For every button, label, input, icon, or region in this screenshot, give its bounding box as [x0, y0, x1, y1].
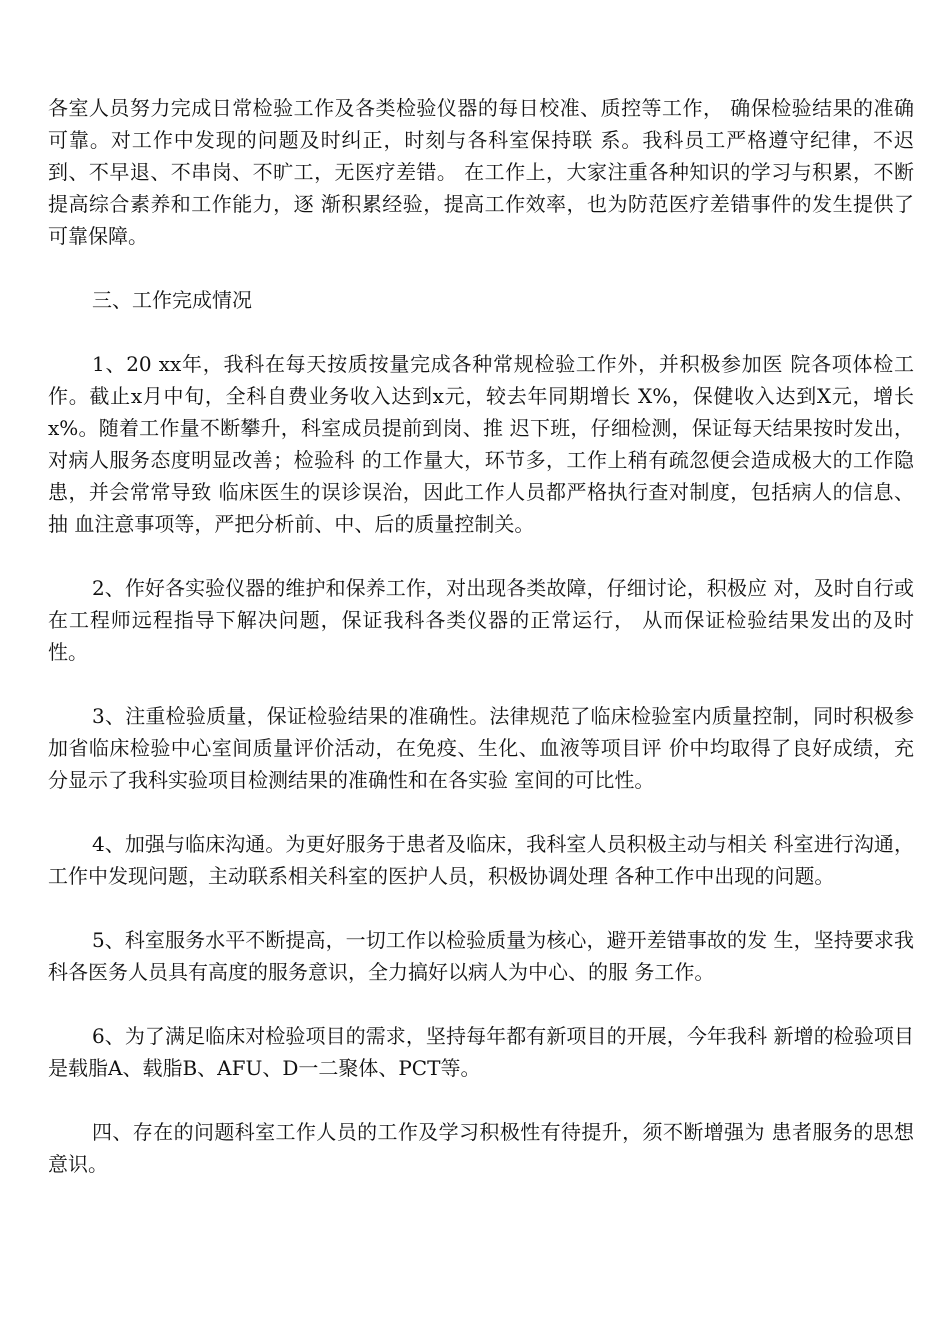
paragraph-item-2: 2、作好各实验仪器的维护和保养工作，对出现各类故障，仔细讨论，积极应 对，及时自行或在工程师远程指导下解决问题，保证我科各类仪器的正常运行， 从而保证检验结果发出的及时性。 [48, 576, 914, 664]
paragraph-item-5: 5、科室服务水平不断提高，一切工作以检验质量为核心，避开差错事故的发 生，坚持要求我科各医务人员具有高度的服务意识，全力搞好以病人为中心、的服 务工作。 [48, 928, 914, 984]
paragraph-daily-work: 各室人员努力完成日常检验工作及各类检验仪器的每日校准、质控等工作， 确保检验结果的准确可靠。对工作中发现的问题及时纠正，时刻与各科室保持联 系。我科员工严格遵守纪律，不迟到、不早退、不串岗、不旷工，无医疗差错。 在工作上，大家注重各种知识的学习与积累，不断提高综合素养和工作能力，逐 渐积累经验，提高工作效率，也为防范医疗差错事件的发生提供了可靠保障。 [48, 96, 914, 248]
paragraph-item-3: 3、注重检验质量，保证检验结果的准确性。法律规范了临床检验室内质量控制，同时积极参加省临床检验中心室间质量评价活动，在免疫、生化、血液等项目评 价中均取得了良好成绩，充分显示了我科实验项目检测结果的准确性和在各实验 室间的可比性。 [48, 704, 914, 792]
document-body [48, 92, 914, 1212]
paragraph-item-6: 6、为了满足临床对检验项目的需求，坚持每年都有新项目的开展，今年我科 新增的检验项目是载脂A、载脂B、AFU、D一二聚体、PCT等。 [48, 1024, 914, 1080]
paragraph-item-1: 1、20 xx年，我科在每天按质按量完成各种常规检验工作外，并积极参加医 院各项体检工作。截止x月中旬，全科自费业务收入达到x元，较去年同期增长 X%，保健收入达到X元，增长x%。随着工作量不断攀升，科室成员提前到岗、推 迟下班，仔细检测，保证每天结果按时发出，对病人服务态度明显改善；检验科 的工作量大，环节多，工作上稍有疏忽便会造成极大的工作隐患，并会常常导致 临床医生的误诊误治，因此工作人员都严格执行查对制度，包括病人的信息、抽 血注意事项等，严把分析前、中、后的质量控制关。 [48, 352, 914, 536]
section-heading-work-completion: 三、工作完成情况 [92, 288, 252, 312]
section-problems: 四、存在的问题科室工作人员的工作及学习积极性有待提升，须不断增强为 患者服务的思想意识。 [48, 1120, 914, 1176]
paragraph-item-4: 4、加强与临床沟通。为更好服务于患者及临床，我科室人员积极主动与相关 科室进行沟通，工作中发现问题，主动联系相关科室的医护人员，积极协调处理 各种工作中出现的问题。 [48, 832, 914, 888]
